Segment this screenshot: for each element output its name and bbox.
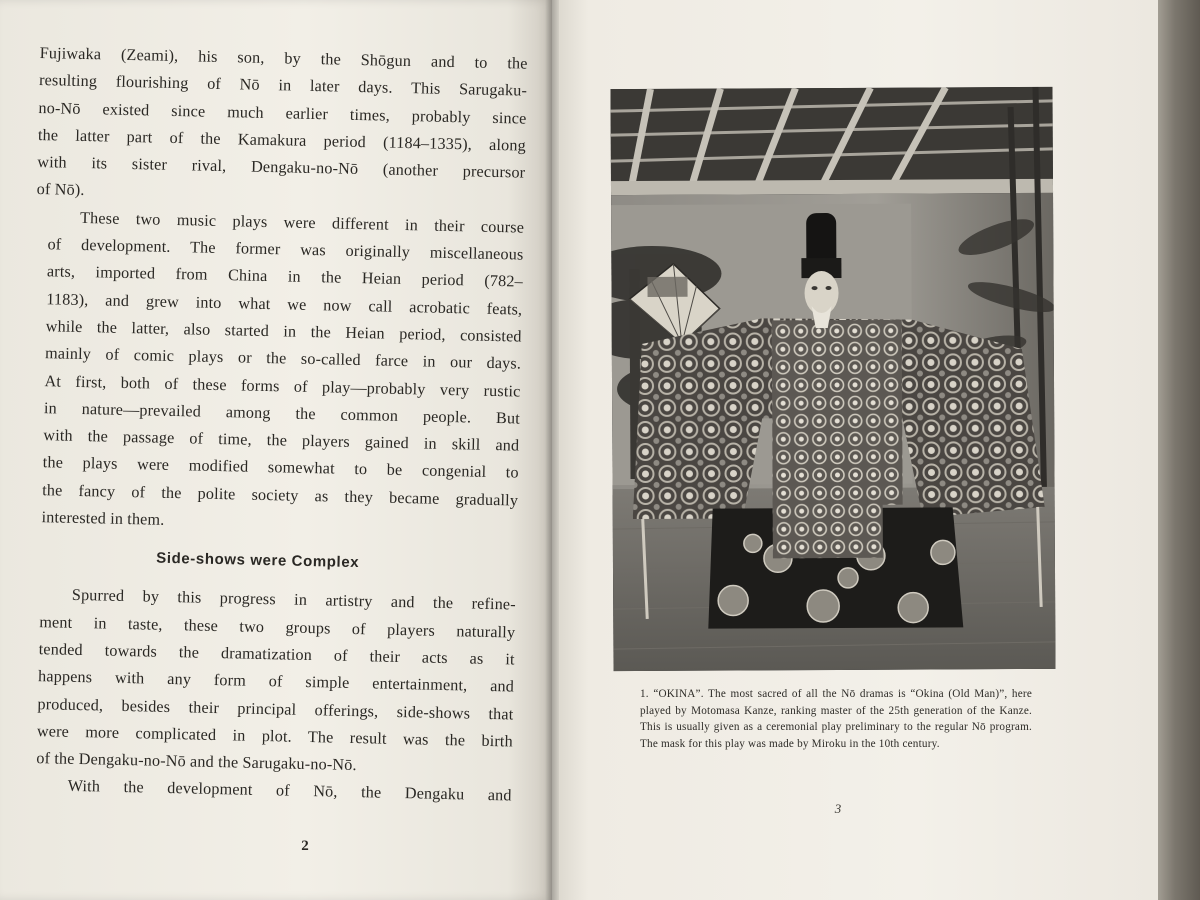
book-gutter [545, 0, 559, 900]
text-line: with its sister rival, Dengaku-no-Nō (another precursor [37, 153, 526, 182]
okina-photograph [610, 87, 1055, 671]
text-line: At first, both of these forms of play—probably very rustic [44, 371, 521, 401]
text-line: 1183), and grew into what we now call acrobatic feats, [46, 289, 523, 319]
left-page [0, 0, 552, 900]
text-line: Spurred by this progress in artistry and the refine- [71, 586, 516, 614]
left-body-text [23, 40, 527, 810]
text-line: interested in them. [41, 508, 165, 529]
text-line: These two music plays were different in their course [79, 208, 525, 237]
page-number-left: 2 [301, 838, 309, 854]
text-line: ment in taste, these two groups of players naturally [39, 612, 516, 642]
text-line: tended towards the dramatization of their acts as it [38, 640, 515, 669]
text-line: while the latter, also started in the Heian period, consisted [45, 317, 522, 346]
text-line: resulting flourishing of Nō in later days. This Sarugaku- [38, 71, 528, 100]
text-line: were more complicated in plot. The result was the birth [36, 721, 514, 751]
text-line: of Nō). [36, 180, 85, 200]
text-line: happens with any form of simple entertainment, and [37, 667, 515, 696]
text-line: Fujiwaka (Zeami), his son, by the Shōgun and to the [39, 43, 528, 73]
text-line: arts, imported from China in the Heian period (782– [46, 262, 524, 291]
section-heading: Side-shows were Complex [156, 550, 360, 572]
text-line: produced, besides their principal offerings, side-shows that [37, 694, 514, 724]
text-line: the latter part of the Kamakura period (1184–1335), along [37, 125, 527, 155]
book-edge [1158, 0, 1200, 900]
text-line: the plays were modified somewhat to be congenial to [42, 453, 519, 482]
text-line: of the Dengaku-no-Nō and the Sarugaku-no-Nō. [36, 749, 357, 775]
text-line: no-Nō existed since much earlier times, probably since [38, 98, 527, 128]
text-line: with the passage of time, the players gained in skill and [43, 426, 520, 455]
text-line: in nature—prevailed among the common people. But [43, 399, 521, 428]
text-line: the fancy of the polite society as they became gradually [41, 480, 519, 510]
text-line: With the development of Nō, the Dengaku and [67, 777, 512, 805]
text-line: mainly of comic plays or the so-called farce in our days. [44, 344, 522, 373]
page-number-right: 3 [834, 801, 842, 816]
photo-caption: 1. “OKINA”. The most sacred of all the Nō dramas is “Okina (Old Man)”, here played by Motomasa Kanze, ranking master of the 25th generation of the Kanze. This is usually given as a ceremonial play preliminary to the regular Nō program. The mask for this play was made by Miroku in the 10th century. [640, 688, 1032, 750]
text-line: of development. The former was originally miscellaneous [47, 235, 524, 264]
